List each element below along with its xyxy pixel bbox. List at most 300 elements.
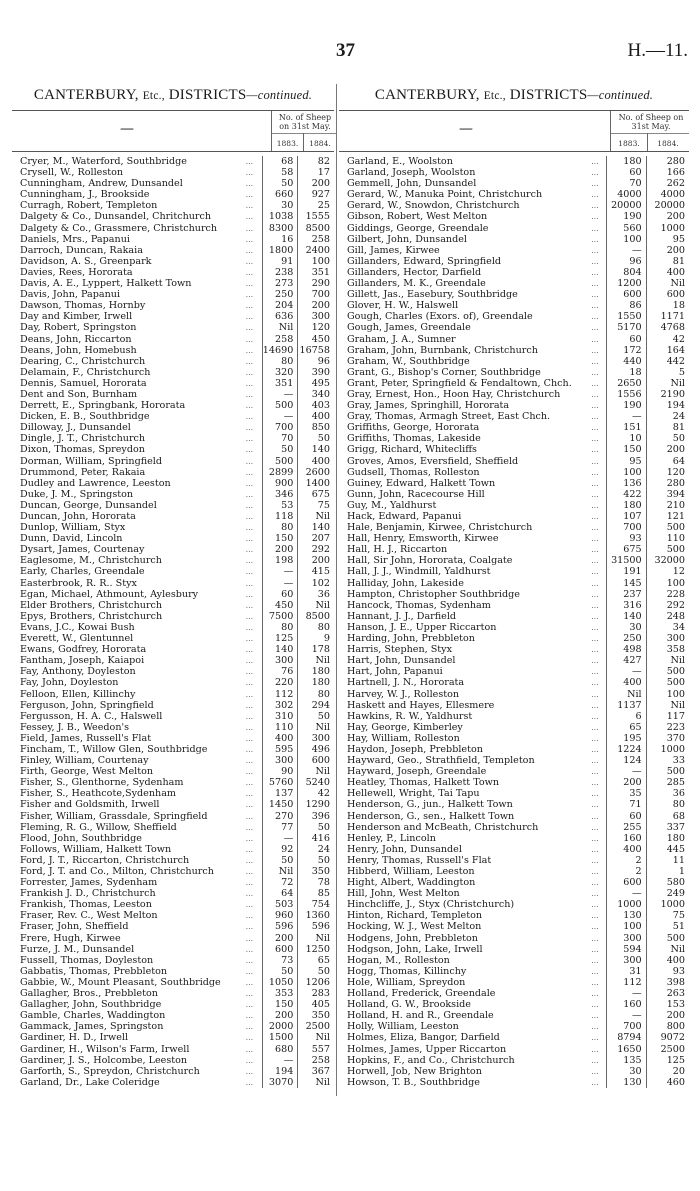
sheep-1884: 292 bbox=[298, 544, 334, 555]
sheep-1883: 90 bbox=[262, 766, 298, 777]
sheep-1884: 500 bbox=[646, 933, 689, 944]
table-row bbox=[12, 234, 334, 245]
table-row bbox=[339, 1044, 689, 1055]
sheep-1883: 96 bbox=[606, 256, 646, 267]
sheep-1884: 210 bbox=[646, 500, 689, 511]
owner-name: Guiney, Edward, Halkett Town bbox=[347, 477, 496, 489]
leader-dots: ... bbox=[591, 611, 599, 621]
owner-name: Gillanders, Edward, Springfield bbox=[347, 255, 502, 267]
owner-name: Flood, John, Southbridge bbox=[20, 832, 142, 844]
leader-dots: ... bbox=[245, 389, 254, 399]
sheep-1883: 204 bbox=[262, 300, 298, 311]
owner-name: Easterbrook, R. R.. Styx bbox=[20, 577, 137, 589]
sheep-1884: 140 bbox=[298, 444, 334, 455]
leader-dots: ... bbox=[591, 401, 599, 411]
sheep-1883: 7500 bbox=[262, 611, 298, 622]
sheep-1883: 92 bbox=[262, 844, 298, 855]
table-row bbox=[12, 555, 334, 566]
table-row bbox=[12, 522, 334, 533]
table-row bbox=[12, 944, 334, 955]
sheep-1883: 258 bbox=[262, 334, 298, 345]
owner-name: Harvey, W. J., Rolleston bbox=[347, 688, 460, 700]
owner-name: Fisher, S., Heathcote,Sydenham bbox=[20, 788, 177, 800]
table-row bbox=[12, 722, 334, 733]
owner-name: Fisher and Goldsmith, Irwell bbox=[20, 799, 160, 811]
sheep-1883: Nil bbox=[262, 322, 298, 333]
sheep-1884: 140 bbox=[298, 522, 334, 533]
sheep-1884: 36 bbox=[298, 589, 334, 600]
owner-name: Gray, Thomas, Armagh Street, East Chch. bbox=[347, 411, 551, 423]
sheep-1883: 172 bbox=[606, 345, 646, 356]
owner-name: Haskett and Hayes, Ellesmere bbox=[347, 699, 495, 711]
table-row bbox=[339, 1032, 689, 1043]
sheep-1884: 290 bbox=[298, 278, 334, 289]
sheep-1884: 8500 bbox=[298, 611, 334, 622]
leader-dots: ... bbox=[591, 1077, 599, 1087]
leader-dots: ... bbox=[245, 301, 254, 311]
sheep-1883: 77 bbox=[262, 822, 298, 833]
table-row bbox=[339, 178, 689, 189]
owner-name: Fraser, John, Sheffield bbox=[20, 921, 129, 933]
sheep-1883: 250 bbox=[262, 289, 298, 300]
sheep-1883: 1200 bbox=[606, 278, 646, 289]
sheep-1883: 316 bbox=[606, 600, 646, 611]
table-row bbox=[12, 178, 334, 189]
table-row bbox=[339, 733, 689, 744]
leader-dots: ... bbox=[591, 179, 599, 189]
owner-name: Duncan, George, Dunsandel bbox=[20, 499, 157, 511]
sheep-1883: 1137 bbox=[606, 700, 646, 711]
leader-dots: ... bbox=[591, 989, 599, 999]
leader-dots: ... bbox=[591, 545, 599, 555]
table-row bbox=[339, 600, 689, 611]
table-row bbox=[12, 278, 334, 289]
table-row bbox=[339, 910, 689, 921]
owner-name: Follows, William, Halkett Town bbox=[20, 843, 172, 855]
sheep-1884: 2500 bbox=[298, 1021, 334, 1032]
sheep-1884: 390 bbox=[298, 367, 334, 378]
sheep-1883: 137 bbox=[262, 788, 298, 799]
table-row bbox=[339, 611, 689, 622]
sheep-1884: 370 bbox=[646, 733, 689, 744]
document-reference: H.—11. bbox=[627, 40, 688, 61]
leader-dots: ... bbox=[245, 767, 254, 777]
table-row bbox=[339, 921, 689, 932]
sheep-1884: 178 bbox=[298, 644, 334, 655]
owner-name: Holly, William, Leeston bbox=[347, 1021, 459, 1033]
sheep-1883: — bbox=[262, 833, 298, 844]
sheep-1884: 5 bbox=[646, 367, 689, 378]
table-row bbox=[12, 378, 334, 389]
sheep-1883: 68 bbox=[262, 156, 298, 167]
sheep-1884: 1400 bbox=[298, 478, 334, 489]
table-row bbox=[12, 844, 334, 855]
table-row bbox=[12, 999, 334, 1010]
sheep-1884: 1000 bbox=[646, 744, 689, 755]
table-row bbox=[12, 655, 334, 666]
sheep-1884: 249 bbox=[646, 888, 689, 899]
sheep-1883: 160 bbox=[606, 999, 646, 1010]
page-number: 37 bbox=[336, 40, 355, 61]
owner-name: Dicken, E. B., Southbridge bbox=[20, 411, 150, 423]
owner-name: Hall, H. J., Riccarton bbox=[347, 544, 448, 556]
leader-dots: ... bbox=[245, 578, 254, 588]
table-row bbox=[12, 633, 334, 644]
owner-name: Dudley and Lawrence, Leeston bbox=[20, 477, 171, 489]
owner-name: Dorman, William, Springfield bbox=[20, 455, 163, 467]
sheep-1883: 65 bbox=[606, 722, 646, 733]
sheep-1883: — bbox=[606, 411, 646, 422]
owner-name: Elder Brothers, Christchurch bbox=[20, 599, 163, 611]
table-row bbox=[339, 999, 689, 1010]
table-row bbox=[12, 345, 334, 356]
sheep-1884: 102 bbox=[298, 578, 334, 589]
sheep-1883: 30 bbox=[606, 1066, 646, 1077]
sheep-1883: 30 bbox=[606, 622, 646, 633]
sheep-1883: 191 bbox=[606, 566, 646, 577]
table-row bbox=[339, 444, 689, 455]
table-row bbox=[12, 600, 334, 611]
sheep-1883: 10 bbox=[606, 433, 646, 444]
owner-name: Hayward, Joseph, Greendale bbox=[347, 766, 487, 778]
table-row bbox=[339, 722, 689, 733]
sheep-1884: 180 bbox=[298, 677, 334, 688]
owner-name: Drummond, Peter, Rakaia bbox=[20, 466, 146, 478]
sheep-1883: 53 bbox=[262, 500, 298, 511]
sheep-1884: 65 bbox=[298, 955, 334, 966]
sheep-1883: 400 bbox=[262, 733, 298, 744]
sheep-1884: 800 bbox=[646, 1021, 689, 1032]
heading-main: CANTERBURY, bbox=[33, 87, 139, 103]
table-row bbox=[12, 500, 334, 511]
sheep-1884: 263 bbox=[646, 988, 689, 999]
sheep-count-header: No. of Sheep on 31st May. bbox=[618, 113, 684, 131]
leader-dots: ... bbox=[245, 822, 254, 832]
sheep-1884: Nil bbox=[298, 1032, 334, 1043]
owner-name: Hall, Sir John, Hororata, Coalgate bbox=[347, 555, 513, 567]
leader-dots: ... bbox=[591, 323, 599, 333]
sheep-1884: 80 bbox=[298, 622, 334, 633]
owner-name: Hogg, Thomas, Killinchy bbox=[347, 965, 467, 977]
sheep-1883: 600 bbox=[606, 877, 646, 888]
table-row bbox=[12, 456, 334, 467]
leader-dots: ... bbox=[591, 489, 599, 499]
sheep-1884: 42 bbox=[298, 788, 334, 799]
table-row bbox=[339, 855, 689, 866]
sheep-1884: 4000 bbox=[646, 189, 689, 200]
table-row bbox=[12, 1066, 334, 1077]
table-row bbox=[12, 921, 334, 932]
leader-dots: ... bbox=[591, 378, 599, 388]
sheep-1883: 58 bbox=[262, 167, 298, 178]
owner-name: Harris, Stephen, Styx bbox=[347, 644, 452, 656]
sheep-1884: 75 bbox=[646, 910, 689, 921]
sheep-1884: 300 bbox=[646, 633, 689, 644]
sheep-1884: 460 bbox=[646, 1077, 689, 1088]
sheep-1884: 8500 bbox=[298, 223, 334, 234]
owner-name: Gamble, Charles, Waddington bbox=[20, 1010, 166, 1022]
leader-dots: ... bbox=[591, 889, 599, 899]
leader-dots: ... bbox=[591, 756, 599, 766]
sheep-1883: 300 bbox=[262, 755, 298, 766]
owner-name: Fraser, Rev. C., West Melton bbox=[20, 910, 158, 922]
sheep-1883: 594 bbox=[606, 944, 646, 955]
owner-name: Gillett, Jas., Easebury, Southbridge bbox=[347, 289, 518, 301]
leader-dots: ... bbox=[245, 201, 254, 211]
owner-name: Forrester, James, Sydenham bbox=[20, 877, 158, 889]
sheep-1883: 5760 bbox=[262, 777, 298, 788]
sheep-1884: Nil bbox=[298, 511, 334, 522]
sheep-1884: 9 bbox=[298, 633, 334, 644]
leader-dots: ... bbox=[591, 279, 599, 289]
leader-dots: ... bbox=[591, 1011, 599, 1021]
table-row bbox=[339, 833, 689, 844]
sheep-1884: 1 bbox=[646, 866, 689, 877]
table-row bbox=[339, 666, 689, 677]
sheep-1884: 20 bbox=[646, 1066, 689, 1077]
name-column-header: — bbox=[120, 121, 134, 137]
table-row bbox=[12, 866, 334, 877]
sheep-1883: 237 bbox=[606, 589, 646, 600]
owner-name: Frere, Hugh, Kirwee bbox=[20, 932, 121, 944]
owner-name: Davies, Rees, Hororata bbox=[20, 266, 133, 278]
table-row bbox=[339, 933, 689, 944]
sheep-1883: 1450 bbox=[262, 799, 298, 810]
table-row bbox=[339, 799, 689, 810]
sheep-1883: 190 bbox=[606, 400, 646, 411]
sheep-1884: Nil bbox=[646, 278, 689, 289]
owner-name: Curragh, Robert, Templeton bbox=[20, 200, 158, 212]
sheep-1883: 302 bbox=[262, 700, 298, 711]
table-row bbox=[339, 400, 689, 411]
leader-dots: ... bbox=[245, 778, 254, 788]
sheep-1883: 91 bbox=[262, 256, 298, 267]
sheep-1884: 32000 bbox=[646, 555, 689, 566]
leader-dots: ... bbox=[591, 256, 599, 266]
sheep-1884: Nil bbox=[298, 766, 334, 777]
table-row bbox=[339, 167, 689, 178]
table-row bbox=[339, 1010, 689, 1021]
leader-dots: ... bbox=[245, 933, 254, 943]
owner-name: Gillanders, M. K., Greendale bbox=[347, 278, 486, 290]
sheep-1883: 112 bbox=[606, 977, 646, 988]
leader-dots: ... bbox=[245, 1033, 254, 1043]
table-header bbox=[339, 110, 689, 152]
sheep-1883: 93 bbox=[606, 533, 646, 544]
sheep-1884: 280 bbox=[646, 156, 689, 167]
owner-name: Gilbert, John, Dunsandel bbox=[347, 233, 467, 245]
leader-dots: ... bbox=[245, 800, 254, 810]
table-row bbox=[339, 844, 689, 855]
table-row bbox=[12, 256, 334, 267]
owner-name: Gabbie, W., Mount Pleasant, Southbridge bbox=[20, 976, 221, 988]
table-row bbox=[12, 300, 334, 311]
sheep-1884: 228 bbox=[646, 589, 689, 600]
sheep-1883: 140 bbox=[262, 644, 298, 655]
sheep-1884: 16758 bbox=[298, 345, 334, 356]
section-heading bbox=[339, 84, 689, 106]
sheep-1884: 500 bbox=[646, 522, 689, 533]
sheep-1884: 93 bbox=[646, 966, 689, 977]
sheep-1883: 50 bbox=[262, 855, 298, 866]
owner-name: Grigg, Richard, Whitecliffs bbox=[347, 444, 477, 456]
sheep-1883: Nil bbox=[262, 866, 298, 877]
sheep-1884: 50 bbox=[646, 433, 689, 444]
left-table-section bbox=[12, 84, 334, 1088]
owner-name: Holmes, James, Upper Riccarton bbox=[347, 1043, 507, 1055]
sheep-1884: 350 bbox=[298, 866, 334, 877]
sheep-1884: 754 bbox=[298, 899, 334, 910]
leader-dots: ... bbox=[245, 756, 254, 766]
sheep-1884: 1171 bbox=[646, 311, 689, 322]
sheep-1883: 112 bbox=[262, 689, 298, 700]
sheep-1883: 700 bbox=[606, 1021, 646, 1032]
owner-name: Groves, Amos, Eversfield, Sheffield bbox=[347, 455, 519, 467]
owner-name: Dilloway, J., Dunsandel bbox=[20, 422, 131, 434]
sheep-1883: 300 bbox=[262, 655, 298, 666]
leader-dots: ... bbox=[591, 689, 599, 699]
leader-dots: ... bbox=[245, 700, 254, 710]
owner-name: Gallagher, Bros., Prebbleton bbox=[20, 988, 158, 1000]
table-row bbox=[12, 422, 334, 433]
sheep-1883: 200 bbox=[262, 1010, 298, 1021]
sheep-1884: 500 bbox=[646, 666, 689, 677]
leader-dots: ... bbox=[245, 1055, 254, 1065]
table-row bbox=[12, 1077, 334, 1088]
sheep-1883: 100 bbox=[606, 234, 646, 245]
leader-dots: ... bbox=[591, 245, 599, 255]
sheep-1884: 121 bbox=[646, 511, 689, 522]
leader-dots: ... bbox=[591, 700, 599, 710]
leader-dots: ... bbox=[245, 955, 254, 965]
sheep-1884: 200 bbox=[298, 178, 334, 189]
table-row bbox=[339, 234, 689, 245]
owner-name: Giddings, George, Greendale bbox=[347, 222, 489, 234]
sheep-1883: 1050 bbox=[262, 977, 298, 988]
leader-dots: ... bbox=[591, 523, 599, 533]
table-row bbox=[12, 1021, 334, 1032]
sheep-1884: 600 bbox=[298, 755, 334, 766]
table-row bbox=[339, 489, 689, 500]
leader-dots: ... bbox=[591, 711, 599, 721]
sheep-1883: 124 bbox=[606, 755, 646, 766]
sheep-1884: 96 bbox=[298, 356, 334, 367]
table-row bbox=[12, 511, 334, 522]
leader-dots: ... bbox=[245, 312, 254, 322]
table-row bbox=[12, 311, 334, 322]
owner-name: Gudsell, Thomas, Rolleston bbox=[347, 466, 480, 478]
owner-name: Fisher, S., Glenthorne, Sydenham bbox=[20, 777, 184, 789]
sheep-1883: 427 bbox=[606, 655, 646, 666]
owner-name: Hole, William, Spreydon bbox=[347, 976, 466, 988]
owner-name: Hill, John, West Melton bbox=[347, 888, 460, 900]
sheep-1884: 42 bbox=[646, 334, 689, 345]
leader-dots: ... bbox=[591, 212, 599, 222]
leader-dots: ... bbox=[591, 1066, 599, 1076]
sheep-1884: 34 bbox=[646, 622, 689, 633]
table-row bbox=[339, 356, 689, 367]
leader-dots: ... bbox=[245, 157, 254, 166]
sheep-1883: 100 bbox=[606, 921, 646, 932]
owner-name: Graham, John, Burnbank, Christchurch bbox=[347, 344, 538, 356]
table-row bbox=[339, 811, 689, 822]
leader-dots: ... bbox=[591, 878, 599, 888]
sheep-1883: 1000 bbox=[606, 899, 646, 910]
sheep-1884: 78 bbox=[298, 877, 334, 888]
sheep-1884: 2600 bbox=[298, 467, 334, 478]
sheep-1883: 503 bbox=[262, 899, 298, 910]
leader-dots: ... bbox=[245, 944, 254, 954]
owner-name: Gallagher, John, Southbridge bbox=[20, 999, 162, 1011]
sheep-1883: 194 bbox=[262, 1066, 298, 1077]
sheep-1884: 82 bbox=[298, 156, 334, 167]
table-row bbox=[12, 966, 334, 977]
sheep-1884: 153 bbox=[646, 999, 689, 1010]
owner-name: Hartnell, J. N., Hororata bbox=[347, 677, 465, 689]
sheep-1884: 500 bbox=[646, 544, 689, 555]
sheep-1884: 415 bbox=[298, 566, 334, 577]
sheep-1884: 164 bbox=[646, 345, 689, 356]
leader-dots: ... bbox=[591, 933, 599, 943]
sheep-1883: 60 bbox=[606, 811, 646, 822]
sheep-1883: 50 bbox=[262, 966, 298, 977]
owner-name: Holland, G. W., Brookside bbox=[347, 999, 471, 1011]
owner-name: Hawkins, R. W., Yaldhurst bbox=[347, 710, 473, 722]
leader-dots: ... bbox=[245, 434, 254, 444]
sheep-1884: 85 bbox=[298, 888, 334, 899]
leader-dots: ... bbox=[245, 345, 254, 355]
sheep-1884: 405 bbox=[298, 999, 334, 1010]
sheep-1883: 351 bbox=[262, 378, 298, 389]
table-row bbox=[339, 334, 689, 345]
leader-dots: ... bbox=[591, 955, 599, 965]
leader-dots: ... bbox=[245, 500, 254, 510]
leader-dots: ... bbox=[245, 689, 254, 699]
leader-dots: ... bbox=[245, 667, 254, 677]
leader-dots: ... bbox=[245, 1011, 254, 1021]
sheep-1883: 660 bbox=[262, 189, 298, 200]
leader-dots: ... bbox=[245, 512, 254, 521]
table-row bbox=[12, 955, 334, 966]
sheep-1884: 285 bbox=[646, 777, 689, 788]
table-row bbox=[339, 777, 689, 788]
owner-name: Gray, Ernest, Hon., Hoon Hay, Christchurch bbox=[347, 388, 561, 400]
leader-dots: ... bbox=[591, 767, 599, 777]
owner-name: Griffiths, George, Hororata bbox=[347, 422, 480, 434]
sheep-1884: 24 bbox=[646, 411, 689, 422]
table-row bbox=[12, 566, 334, 577]
leader-dots: ... bbox=[245, 334, 254, 344]
sheep-1884: 400 bbox=[298, 456, 334, 467]
owner-name: Halliday, John, Lakeside bbox=[347, 577, 464, 589]
sheep-1883: 86 bbox=[606, 300, 646, 311]
table-row bbox=[12, 1044, 334, 1055]
table-row bbox=[12, 877, 334, 888]
owner-name: Howson, T. B., Southbridge bbox=[347, 1076, 480, 1088]
sheep-1884: 262 bbox=[646, 178, 689, 189]
sheep-1884: 258 bbox=[298, 1055, 334, 1066]
owner-name: Dawson, Thomas, Hornby bbox=[20, 300, 146, 312]
leader-dots: ... bbox=[245, 423, 254, 433]
sheep-1883: 1550 bbox=[606, 311, 646, 322]
sheep-1883: 2 bbox=[606, 855, 646, 866]
leader-dots: ... bbox=[245, 223, 254, 233]
sheep-1883: 440 bbox=[606, 356, 646, 367]
leader-dots: ... bbox=[245, 733, 254, 743]
sheep-1883: 310 bbox=[262, 711, 298, 722]
leader-dots: ... bbox=[591, 157, 599, 166]
sheep-1884: Nil bbox=[646, 378, 689, 389]
